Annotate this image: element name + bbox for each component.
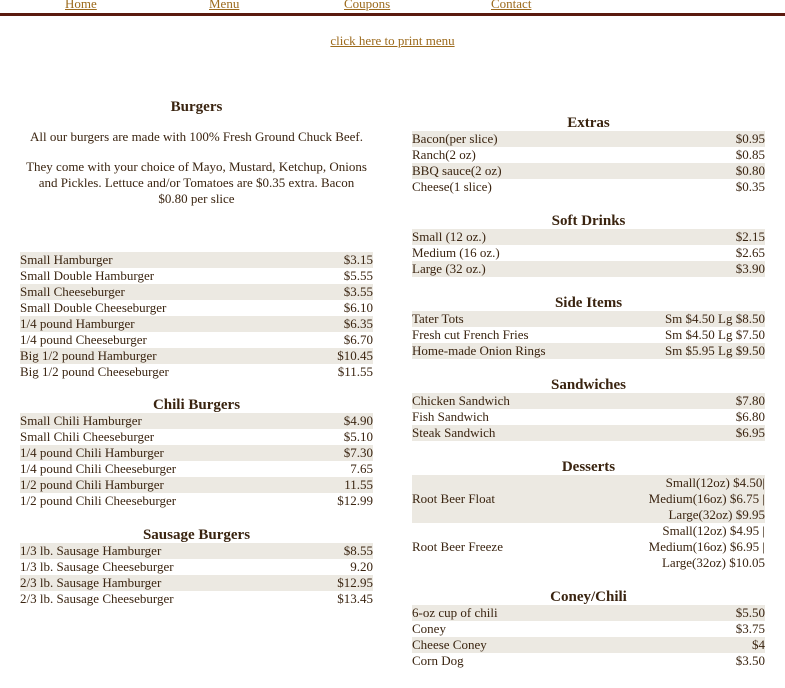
- menu-item-row: [412, 131, 765, 147]
- menu-item-row: [20, 332, 373, 348]
- menu-item-price-line: Medium(16oz) $6.95 |: [648, 539, 765, 554]
- menu-item-row: [412, 311, 765, 327]
- menu-item-price-line: Large(32oz) $9.95: [668, 507, 765, 522]
- menu-item-price-line: Small(12oz) $4.95 |: [662, 523, 765, 538]
- menu-item-row: [412, 653, 765, 669]
- menu-item-row: [20, 445, 373, 461]
- extras-table: [412, 131, 765, 195]
- menu-item-price: $3.90: [677, 261, 765, 277]
- menu-item-row: [20, 543, 373, 559]
- menu-item-price: $0.85: [735, 147, 765, 162]
- menu-item-price: 11.55: [307, 477, 373, 493]
- menu-item-name: BBQ sauce(2 oz): [412, 163, 678, 179]
- menu-item-price: 9.20: [350, 559, 373, 574]
- top-nav: [0, 0, 785, 16]
- menu-item-price: $12.95: [306, 575, 373, 591]
- menu-item-price: $4.90: [307, 413, 373, 429]
- menu-item-price-line: Small(12oz) $4.50|: [665, 475, 765, 490]
- menu-item-price: $2.15: [677, 229, 765, 245]
- section-title-sandwiches: Sandwiches: [550, 377, 627, 393]
- menu-item-price: $6.70: [343, 332, 373, 347]
- menu-item-name: Small Chili Cheeseburger: [20, 429, 155, 444]
- menu-item-price-line: Large(32oz) $10.05: [661, 555, 765, 570]
- burgers-note: They come with your choice of Mayo, Mustard, Ketchup, Onions and Pickles. Lettuce and/or Tomatoes are $0.35 extra. Bacon $0.80 per slice: [26, 159, 367, 206]
- section-title-extras: Extras: [567, 115, 610, 131]
- menu-item-name: Chicken Sandwich: [412, 393, 684, 409]
- menu-item-price: Sm $4.50 Lg $7.50: [664, 327, 765, 342]
- burgers-table: [20, 252, 373, 380]
- section-title-chili-burgers: Chili Burgers: [152, 397, 241, 413]
- menu-item-row: [412, 621, 765, 637]
- menu-item-name: 1/3 lb. Sausage Cheeseburger: [20, 559, 174, 574]
- menu-item-price: $13.45: [337, 591, 373, 606]
- menu-item-row: [412, 409, 765, 425]
- menu-item-name: Small Double Hamburger: [20, 268, 155, 283]
- menu-item-name: 2/3 lb. Sausage Cheeseburger: [20, 591, 174, 606]
- chili-burgers-table: [20, 413, 373, 509]
- menu-item-name: Steak Sandwich: [412, 425, 684, 441]
- menu-item-price: $0.95: [678, 131, 765, 147]
- menu-item-name: 1/4 pound Cheeseburger: [20, 332, 147, 347]
- menu-item-price: $4: [675, 637, 765, 653]
- side-items-table: [412, 311, 765, 359]
- menu-item-name: 1/4 pound Hamburger: [20, 316, 305, 332]
- menu-item-name: 1/2 pound Chili Hamburger: [20, 477, 307, 493]
- menu-item-price: Sm $5.95 Lg $9.50: [614, 343, 765, 359]
- menu-item-name: Cheese(1 slice): [412, 179, 492, 194]
- menu-item-row: [20, 316, 373, 332]
- right-column: [412, 115, 765, 669]
- menu-item-row: [20, 591, 373, 607]
- menu-item-price: $8.55: [306, 543, 373, 559]
- menu-item-row: [412, 163, 765, 179]
- desserts-table: [412, 475, 765, 571]
- menu-item-price: $0.35: [735, 179, 765, 194]
- menu-item-price: $3.75: [735, 621, 765, 636]
- menu-item-row: [20, 559, 373, 575]
- burgers-intro: All our burgers are made with 100% Fresh Ground Chuck Beef.: [30, 129, 363, 144]
- menu-item-row: [412, 637, 765, 653]
- menu-item-price: $5.50: [675, 605, 765, 621]
- menu-item-name: Corn Dog: [412, 653, 464, 668]
- menu-item-price: $3.50: [735, 653, 765, 668]
- menu-item-price: Sm $4.50 Lg $8.50: [614, 311, 765, 327]
- section-title-side-items: Side Items: [554, 295, 623, 311]
- menu-item-price: [567, 475, 765, 523]
- menu-item-row: [412, 475, 765, 523]
- menu-item-name: Cheese Coney: [412, 637, 675, 653]
- menu-item-row: [412, 261, 765, 277]
- menu-item-row: [20, 300, 373, 316]
- menu-item-row: [412, 393, 765, 409]
- menu-item-price: $3.55: [305, 284, 373, 300]
- menu-item-price: 7.65: [350, 461, 373, 476]
- menu-item-row: [412, 179, 765, 195]
- nav-home-link[interactable]: Home: [65, 0, 97, 11]
- menu-item-name: 1/3 lb. Sausage Hamburger: [20, 543, 306, 559]
- section-title-sausage-burgers: Sausage Burgers: [142, 527, 251, 543]
- menu-item-price: $0.80: [678, 163, 765, 179]
- soft-drinks-table: [412, 229, 765, 277]
- nav-contact-link[interactable]: Contact: [491, 0, 532, 11]
- menu-item-name: Fish Sandwich: [412, 409, 489, 424]
- menu-item-row: [20, 477, 373, 493]
- left-column: [20, 95, 373, 607]
- menu-item-price: $7.80: [684, 393, 765, 409]
- menu-item-name: 2/3 lb. Sausage Hamburger: [20, 575, 306, 591]
- menu-item-price: $6.80: [735, 409, 765, 424]
- menu-item-row: [412, 343, 765, 359]
- menu-item-row: [20, 575, 373, 591]
- menu-item-name: Fresh cut French Fries: [412, 327, 529, 342]
- section-title-soft-drinks: Soft Drinks: [551, 213, 626, 229]
- menu-item-price: $5.55: [343, 268, 373, 283]
- menu-item-name: Small Chili Hamburger: [20, 413, 307, 429]
- menu-item-name: Small (12 oz.): [412, 229, 677, 245]
- nav-menu-link[interactable]: Menu: [209, 0, 240, 11]
- menu-item-row: [20, 252, 373, 268]
- menu-item-price: $6.95: [684, 425, 765, 441]
- menu-item-name: Small Double Cheeseburger: [20, 300, 167, 315]
- menu-item-row: [20, 268, 373, 284]
- menu-item-name: Ranch(2 oz): [412, 147, 476, 162]
- menu-item-price: $5.10: [343, 429, 373, 444]
- menu-item-row: [412, 245, 765, 261]
- section-title-desserts: Desserts: [561, 459, 616, 475]
- menu-item-name: 1/4 pound Chili Hamburger: [20, 445, 307, 461]
- section-title-burgers: Burgers: [170, 99, 223, 115]
- nav-coupons-link[interactable]: Coupons: [344, 0, 391, 11]
- coney-chili-table: [412, 605, 765, 669]
- menu-item-name: Big 1/2 pound Cheeseburger: [20, 364, 169, 379]
- menu-item-row: [412, 523, 765, 571]
- menu-item-name: Root Beer Float: [412, 475, 567, 523]
- section-title-coney-chili: Coney/Chili: [550, 589, 627, 605]
- menu-item-name: Coney: [412, 621, 446, 636]
- menu-item-price-line: Medium(16oz) $6.75 |: [648, 491, 765, 506]
- menu-item-row: [20, 413, 373, 429]
- menu-item-name: Tater Tots: [412, 311, 614, 327]
- menu-item-row: [412, 229, 765, 245]
- sausage-burgers-table: [20, 543, 373, 607]
- menu-item-name: Small Cheeseburger: [20, 284, 305, 300]
- menu-item-row: [20, 493, 373, 509]
- menu-item-row: [20, 284, 373, 300]
- menu-item-price: $3.15: [305, 252, 373, 268]
- menu-item-price: $2.65: [735, 245, 765, 260]
- menu-item-row: [412, 605, 765, 621]
- menu-item-name: Medium (16 oz.): [412, 245, 500, 260]
- menu-item-row: [412, 147, 765, 163]
- menu-item-row: [20, 348, 373, 364]
- menu-item-row: [412, 327, 765, 343]
- menu-item-price: $10.45: [305, 348, 373, 364]
- menu-item-name: Small Hamburger: [20, 252, 305, 268]
- menu-item-price: $6.35: [305, 316, 373, 332]
- menu-item-name: Large (32 oz.): [412, 261, 677, 277]
- menu-item-price: $7.30: [307, 445, 373, 461]
- sandwiches-table: [412, 393, 765, 441]
- menu-item-row: [20, 429, 373, 445]
- menu-item-name: 6-oz cup of chili: [412, 605, 675, 621]
- menu-item-row: [412, 425, 765, 441]
- menu-item-row: [20, 461, 373, 477]
- menu-item-name: Root Beer Freeze: [412, 539, 503, 554]
- menu-item-price: $11.55: [337, 364, 373, 379]
- menu-item-price: [567, 523, 765, 571]
- menu-item-name: Bacon(per slice): [412, 131, 678, 147]
- print-menu-row: [0, 33, 785, 49]
- menu-item-name: 1/2 pound Chili Cheeseburger: [20, 493, 177, 508]
- menu-item-price: $12.99: [337, 493, 373, 508]
- menu-item-name: 1/4 pound Chili Cheeseburger: [20, 461, 177, 476]
- menu-item-row: [20, 364, 373, 380]
- menu-item-name: Big 1/2 pound Hamburger: [20, 348, 305, 364]
- menu-item-price: $6.10: [343, 300, 373, 315]
- menu-item-name: Home-made Onion Rings: [412, 343, 614, 359]
- print-menu-link[interactable]: click here to print menu: [330, 33, 455, 48]
